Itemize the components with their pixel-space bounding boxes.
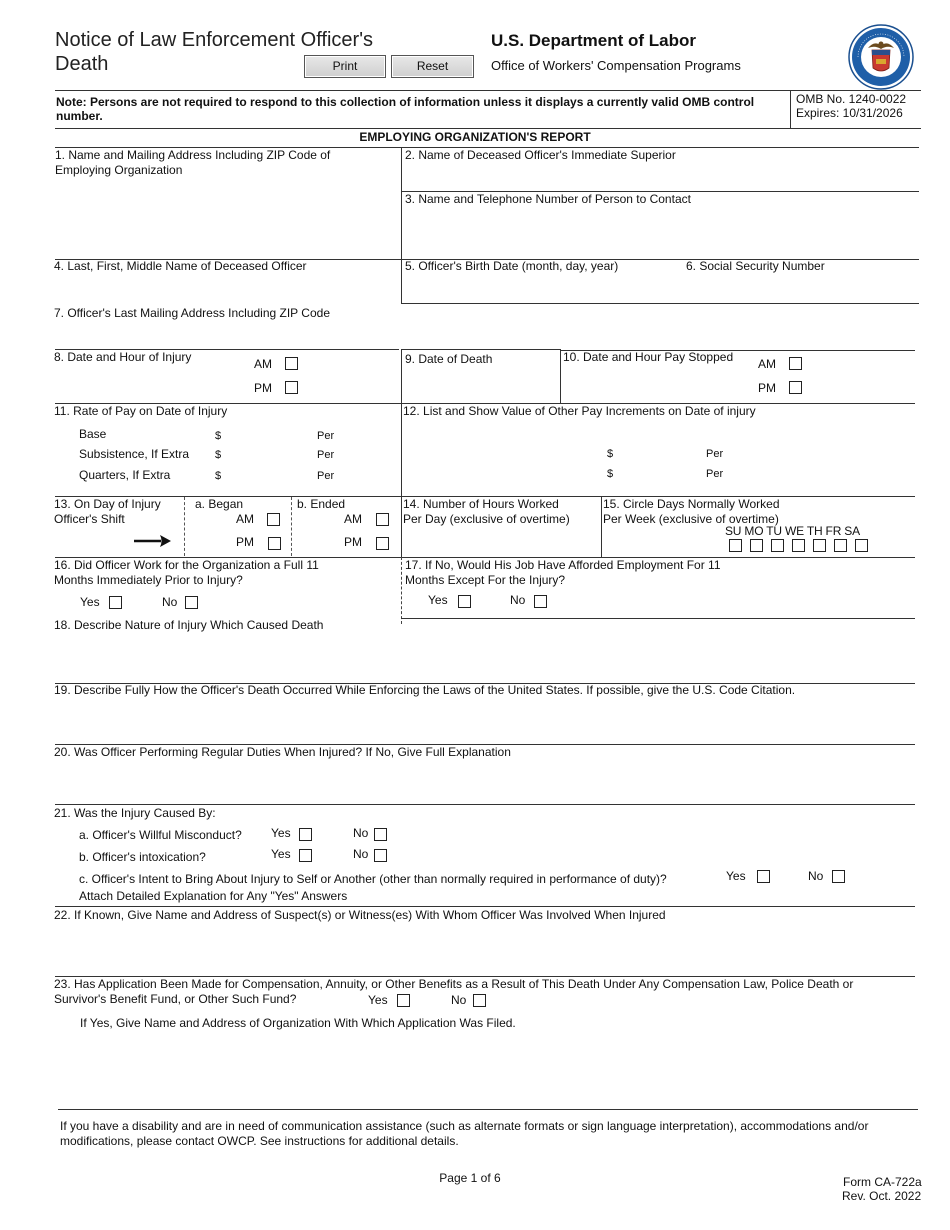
benefits-applied-yes-checkbox[interactable]	[397, 994, 410, 1007]
day-tu-checkbox[interactable]	[771, 539, 784, 552]
field-5-label: 5. Officer's Birth Date (month, day, year)	[405, 259, 619, 273]
omb-expiration: Expires: 10/31/2026	[796, 106, 903, 120]
field-7-label: 7. Officer's Last Mailing Address Including ZIP Code	[54, 306, 330, 320]
field-4-label: 4. Last, First, Middle Name of Deceased Officer	[54, 259, 307, 273]
am-label: AM	[236, 512, 254, 526]
field-11-label: 11. Rate of Pay on Date of Injury	[54, 404, 228, 418]
field-17-label: 17. If No, Would His Job Have Afforded Employment For 11 Months Except For the Injury?	[405, 558, 721, 587]
field-16-label: 16. Did Officer Work for the Organization a Full 11 Months Immediately Prior to Injury?	[54, 558, 319, 587]
no-label: No	[162, 595, 178, 609]
disability-notice: If you have a disability and are in need of communication assistance (such as alternate formats or sign language interpretation), accommodations and/or modifications, please contact OWCP. See instructions for additional details.	[60, 1119, 869, 1148]
agency-name: U.S. Department of Labor	[491, 31, 696, 50]
field-21b-label: b. Officer's intoxication?	[79, 850, 206, 864]
field-15-sublabel: Per Week (exclusive of overtime)	[603, 512, 779, 526]
pm-label: PM	[254, 381, 272, 395]
yes-label: Yes	[271, 847, 291, 861]
shift-ended-label: b. Ended	[297, 497, 346, 511]
field-18-label: 18. Describe Nature of Injury Which Caused Death	[54, 618, 324, 632]
field-21-note: Attach Detailed Explanation for Any "Yes" Answers	[79, 889, 348, 903]
form-rule-divider	[55, 128, 921, 129]
field-9-label: 9. Date of Death	[405, 352, 493, 366]
arrow-right-icon	[133, 534, 173, 548]
day-we-checkbox[interactable]	[792, 539, 805, 552]
yes-label: Yes	[428, 593, 448, 607]
field-21-label: 21. Was the Injury Caused By:	[54, 806, 216, 820]
dollar-sign: $	[607, 468, 614, 480]
page-number: Page 1 of 6	[439, 1171, 501, 1185]
field-12-label: 12. List and Show Value of Other Pay Increments on Date of injury	[403, 404, 756, 418]
form-rule-divider	[401, 349, 561, 350]
day-mo-checkbox[interactable]	[750, 539, 763, 552]
yes-label: Yes	[368, 993, 388, 1007]
misconduct-no-checkbox[interactable]	[374, 828, 387, 841]
yes-label: Yes	[726, 869, 746, 883]
form-rule-divider	[401, 403, 402, 497]
form-rule-divider	[560, 349, 561, 403]
form-rule-divider	[291, 497, 293, 556]
benefits-applied-no-checkbox[interactable]	[473, 994, 486, 1007]
injury-pm-checkbox[interactable]	[285, 381, 298, 394]
form-revision: Rev. Oct. 2022	[842, 1189, 922, 1203]
intoxication-yes-checkbox[interactable]	[299, 849, 312, 862]
section-title: EMPLOYING ORGANIZATION'S REPORT	[359, 130, 591, 144]
no-label: No	[353, 826, 369, 840]
form-rule-divider	[401, 147, 402, 304]
day-th-checkbox[interactable]	[813, 539, 826, 552]
am-label: AM	[758, 357, 776, 371]
form-rule-divider	[55, 906, 915, 907]
subsistence-label: Subsistence, If Extra	[79, 447, 190, 461]
am-label: AM	[254, 357, 272, 371]
job-afforded-yes-checkbox[interactable]	[458, 595, 471, 608]
yes-label: Yes	[271, 826, 291, 840]
form-rule-divider	[401, 349, 402, 403]
injury-am-checkbox[interactable]	[285, 357, 298, 370]
form-title-line1: Notice of Law Enforcement Officer's	[55, 29, 374, 51]
field-8-label: 8. Date and Hour of Injury	[54, 350, 192, 364]
print-button[interactable]: Print	[304, 55, 386, 78]
field-21c-label: c. Officer's Intent to Bring About Injury to Self or Another (other than normally required in performance of duty)?	[79, 872, 667, 886]
field-3-label: 3. Name and Telephone Number of Person to Contact	[405, 192, 691, 206]
field-14-label: 14. Number of Hours Worked	[403, 497, 559, 511]
base-label: Base	[79, 427, 107, 441]
field-13-sublabel: Officer's Shift	[54, 512, 125, 526]
quarters-label: Quarters, If Extra	[79, 468, 171, 482]
form-rule-divider	[55, 90, 921, 91]
form-title-line2: Death	[55, 53, 109, 75]
field-21a-label: a. Officer's Willful Misconduct?	[79, 828, 242, 842]
form-rule-divider	[401, 557, 403, 624]
intent-yes-checkbox[interactable]	[757, 870, 770, 883]
field-19-label: 19. Describe Fully How the Officer's Death Occurred While Enforcing the Laws of the United States. If possible, give the U.S. Code Citation.	[54, 683, 796, 697]
field-15-label: 15. Circle Days Normally Worked	[603, 497, 780, 511]
reset-button[interactable]: Reset	[391, 55, 474, 78]
intent-no-checkbox[interactable]	[832, 870, 845, 883]
shift-began-am-checkbox[interactable]	[267, 513, 280, 526]
form-rule-divider	[401, 618, 915, 619]
pay-stopped-am-checkbox[interactable]	[789, 357, 802, 370]
day-fr-checkbox[interactable]	[834, 539, 847, 552]
omb-number: OMB No. 1240-0022	[796, 92, 907, 106]
no-label: No	[353, 847, 369, 861]
job-afforded-no-checkbox[interactable]	[534, 595, 547, 608]
dollar-sign: $	[215, 470, 222, 482]
form-number: Form CA-722a	[843, 1175, 922, 1189]
field-14-sublabel: Per Day (exclusive of overtime)	[403, 512, 570, 526]
shift-ended-pm-checkbox[interactable]	[376, 537, 389, 550]
field-23-sublabel: If Yes, Give Name and Address of Organization With Which Application Was Filed.	[80, 1016, 516, 1030]
yes-label: Yes	[80, 595, 100, 609]
field-20-label: 20. Was Officer Performing Regular Duties When Injured? If No, Give Full Explanation	[54, 745, 511, 759]
form-rule-divider	[790, 90, 791, 128]
no-label: No	[808, 869, 824, 883]
per-label: Per	[706, 468, 724, 480]
form-rule-divider	[601, 496, 602, 557]
office-name: Office of Workers' Compensation Programs	[491, 58, 741, 73]
misconduct-yes-checkbox[interactable]	[299, 828, 312, 841]
form-rule-divider	[58, 1109, 918, 1110]
form-rule-divider	[55, 804, 915, 805]
per-label: Per	[317, 430, 335, 442]
field-10-label: 10. Date and Hour Pay Stopped	[563, 350, 734, 364]
form-rule-divider	[184, 497, 186, 556]
weekday-labels: SU MO TU WE TH FR SA	[725, 524, 860, 538]
shift-ended-am-checkbox[interactable]	[376, 513, 389, 526]
dollar-sign: $	[215, 430, 222, 442]
shift-began-pm-checkbox[interactable]	[268, 537, 281, 550]
full-11-months-no-checkbox[interactable]	[185, 596, 198, 609]
dollar-sign: $	[215, 449, 222, 461]
pm-label: PM	[236, 535, 254, 549]
day-su-checkbox[interactable]	[729, 539, 742, 552]
field-1-label: 1. Name and Mailing Address Including ZIP Code of Employing Organization	[55, 148, 331, 177]
field-6-label: 6. Social Security Number	[686, 259, 825, 273]
omb-note: Note: Persons are not required to respond to this collection of information unless it displays a currently valid OMB control number.	[56, 95, 755, 123]
dol-seal-icon	[848, 24, 914, 90]
intoxication-no-checkbox[interactable]	[374, 849, 387, 862]
form-rule-divider	[401, 496, 402, 557]
per-label: Per	[317, 449, 335, 461]
field-13-label: 13. On Day of Injury	[54, 497, 161, 511]
per-label: Per	[706, 448, 724, 460]
pm-label: PM	[758, 381, 776, 395]
pay-stopped-pm-checkbox[interactable]	[789, 381, 802, 394]
form-rule-divider	[401, 303, 919, 304]
per-label: Per	[317, 470, 335, 482]
no-label: No	[510, 593, 526, 607]
full-11-months-yes-checkbox[interactable]	[109, 596, 122, 609]
day-sa-checkbox[interactable]	[855, 539, 868, 552]
dollar-sign: $	[607, 448, 614, 460]
field-2-label: 2. Name of Deceased Officer's Immediate Superior	[405, 148, 676, 162]
shift-began-label: a. Began	[195, 497, 244, 511]
pm-label: PM	[344, 535, 362, 549]
no-label: No	[451, 993, 467, 1007]
field-23-label: 23. Has Application Been Made for Compensation, Annuity, or Other Benefits as a Result of This Death Under Any Compensation Law, Police Death or Survivor's Benefit Fund, or Other Such Fund?	[54, 977, 854, 1006]
am-label: AM	[344, 512, 362, 526]
field-22-label: 22. If Known, Give Name and Address of Suspect(s) or Witness(es) With Whom Officer Was Involved When Injured	[54, 908, 666, 922]
